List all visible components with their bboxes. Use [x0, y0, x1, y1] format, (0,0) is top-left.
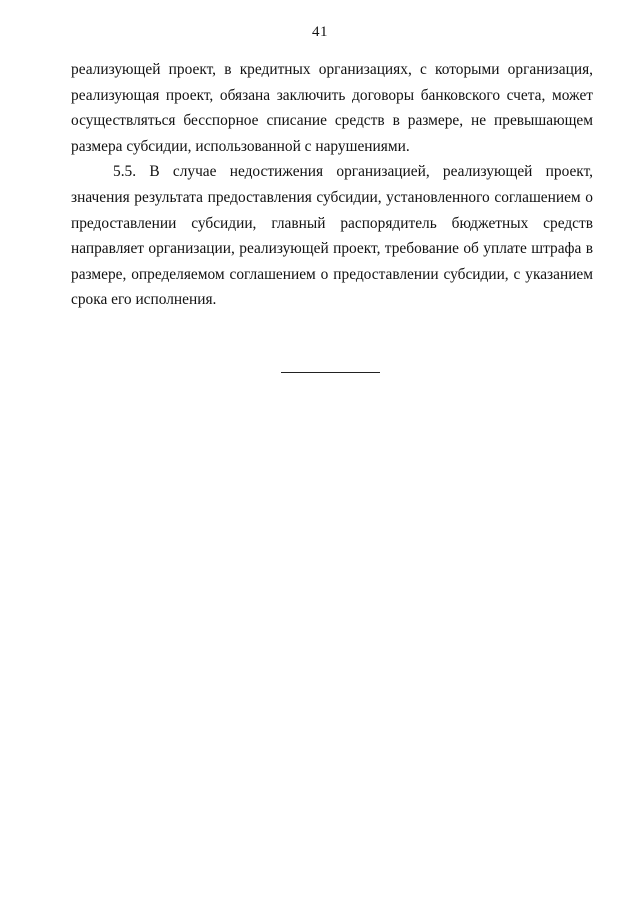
- document-body: [71, 57, 593, 313]
- paragraph-5-5: 5.5. В случае недостижения организацией, реализующей проект, значения результата предоставления субсидии, установленного соглашением о предоставлении субсидии, главный распорядитель бюджетных средств направляет организации, реализующей проект, требование об уплате штрафа в размере, определяемом соглашением о предоставлении субсидии, с указанием срока его исполнения.: [71, 163, 593, 309]
- page-number: 41: [312, 24, 328, 40]
- paragraph-continuation: реализующей проект, в кредитных организациях, с которыми организация, реализующая проект, обязана заключить договоры банковского счета, может осуществляться бесспорное списание средств в размере, не превышающем размера субсидии, использованной с нарушениями.: [71, 61, 593, 155]
- end-of-text-divider: [281, 372, 380, 373]
